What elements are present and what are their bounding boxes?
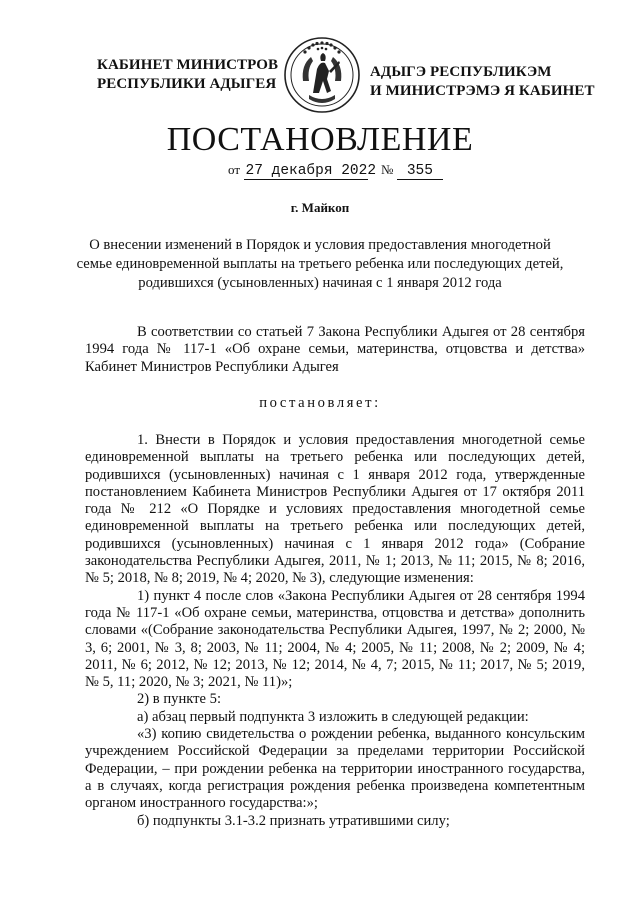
date-label: от (228, 162, 241, 177)
document-subject: О внесении изменений в Порядок и условия предоставления многодетной семье единовременной выплаты на третьего ребенка или последующих детей, родившихся (усыновленных) начиная с 1 января 2012 года (76, 237, 564, 291)
paragraph: а) абзац первый подпункта 3 изложить в следующей редакции: (137, 708, 529, 725)
date-value: 27 декабря 2022 (245, 163, 377, 179)
paragraph: 2) в пункте 5: (137, 691, 222, 708)
coat-of-arms-icon (283, 35, 361, 115)
paragraph: «3) копию свидетельства о рождении ребенка, выданного консульским учреждением Российской Федерации за пределами территории Российской Федерации, – при рождении ребенка на территории иностранного государства, а в случаях, когда регистрация рождения ребенка произведена компетентным органом иностранного государства:»; (85, 726, 585, 812)
organization-name-russian (97, 56, 278, 94)
org-left-line-1: КАБИНЕТ МИНИСТРОВ (97, 57, 279, 73)
organization-name-adyghe (370, 63, 595, 101)
preamble-text: В соответствии со статьей 7 Закона Республики Адыгея от 28 сентября 1994 года № 117-1 «Об охране семьи, материнства, отцовства и детства» Кабинет Министров Республики Адыгея (85, 324, 585, 375)
resolve-word: постановляет: (259, 395, 381, 411)
org-right-line-1: АДЫГЭ РЕСПУБЛИКЭМ (370, 64, 552, 80)
city-name: г. Майкоп (290, 200, 350, 215)
paragraph: 1. Внести в Порядок и условия предоставления многодетной семье единовременной выплаты на третьего ребенка или последующих детей, родившихся (усыновленных) начиная с 1 января 2012 года, утвержденные постановлением Кабинета Министров Республики Адыгея от 17 октября 2011 года № 212 «О Порядке и условиях предоставления многодетной семье единовременной выплаты на третьего ребенка или последующих детей, родившихся (усыновленных) начиная с 1 января 2012 года» (Собрание законодательства Республики Адыгея, 2011, № 1; 2013, № 11; 2015, № 8; 2016, № 5; 2018, № 8; 2019, № 4; 2020, № 3), следующие изменения: (85, 432, 585, 587)
org-left-line-2: РЕСПУБЛИКИ АДЫГЕЯ (97, 76, 277, 92)
paragraph: б) подпункты 3.1-3.2 признать утратившими силу; (137, 812, 450, 829)
preamble (85, 324, 585, 376)
document-title: ПОСТАНОВЛЕНИЕ (166, 121, 474, 158)
org-right-line-2: И МИНИСТРЭМЭ Я КАБИНЕТ (370, 83, 595, 99)
document-body (85, 432, 585, 830)
date-number-line (228, 162, 443, 180)
paragraph: 1) пункт 4 после слов «Закона Республики Адыгея от 28 сентября 1994 года № 117-1 «Об охране семьи, материнства, отцовства и детства» дополнить словами «(Собрание законодательства Республики Адыгея, 1997, № 2; 2000, № 3, 6; 2001, № 3, 8; 2003, № 11; 2004, № 4; 2005, № 11; 2008, № 2; 2009, № 4; 2011, № 6; 2012, № 12; 2013, № 12; 2014, № 4, 7; 2015, № 11; 2017, № 5; 2019, № 5, 11; 2020, № 3; 2021, № 11)»; (85, 587, 585, 691)
number-label: № (381, 162, 394, 177)
number-value: 355 (397, 163, 443, 180)
